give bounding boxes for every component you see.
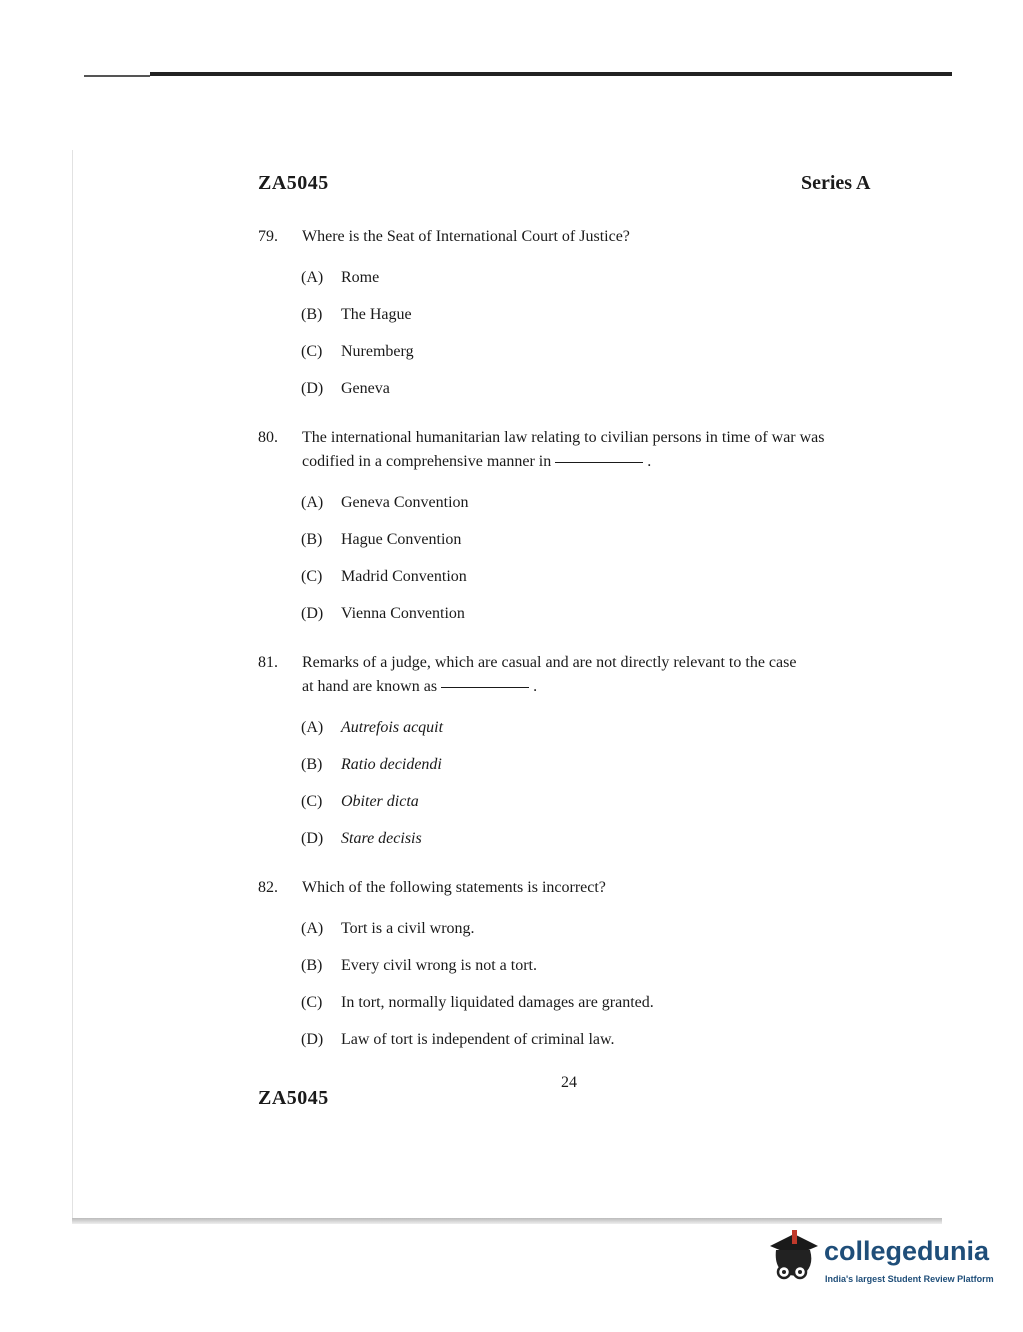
option-a	[301, 719, 443, 737]
option-label: (D)	[301, 605, 324, 622]
question-text-line2	[302, 675, 537, 699]
option-text: Hague Convention	[341, 531, 462, 548]
option-label: (A)	[301, 269, 324, 286]
option-b	[301, 756, 442, 774]
paper-code: ZA5045	[258, 172, 329, 194]
option-label: (B)	[301, 756, 323, 773]
question-text-line2	[302, 450, 651, 474]
series-label: Series A	[801, 172, 871, 194]
answer-blank	[555, 462, 643, 463]
option-c	[301, 343, 414, 361]
page-number: 24	[561, 1074, 577, 1091]
option-label: (B)	[301, 957, 323, 974]
option-a	[301, 920, 475, 938]
option-text: Rome	[341, 269, 380, 286]
question-number: 80.	[258, 429, 278, 446]
option-text: Autrefois acquit	[341, 719, 444, 736]
answer-blank	[441, 687, 529, 688]
option-text: Ratio decidendi	[341, 756, 442, 773]
option-label: (B)	[301, 531, 323, 548]
bottom-rule	[72, 1218, 942, 1224]
option-label: (C)	[301, 793, 323, 810]
option-label: (A)	[301, 494, 324, 511]
option-label: (D)	[301, 1031, 324, 1048]
top-rule	[150, 72, 952, 76]
option-c	[301, 793, 419, 811]
option-label: (B)	[301, 306, 323, 323]
question-number: 81.	[258, 654, 278, 671]
option-d	[301, 830, 422, 848]
option-label: (C)	[301, 994, 323, 1011]
option-text: Madrid Convention	[341, 568, 467, 585]
option-text: The Hague	[341, 306, 412, 323]
option-b	[301, 531, 461, 549]
option-text: Every civil wrong is not a tort.	[341, 957, 537, 974]
option-text: Vienna Convention	[341, 605, 465, 622]
scan-edge	[72, 150, 73, 1220]
question-number: 82.	[258, 879, 278, 896]
question-text-line1: Remarks of a judge, which are casual and are not directly relevant to the case	[302, 654, 797, 671]
question-text: codified in a comprehensive manner in	[302, 453, 552, 470]
option-c	[301, 994, 654, 1012]
option-d	[301, 605, 465, 623]
option-label: (C)	[301, 343, 323, 360]
option-a	[301, 269, 379, 287]
question-text-end: .	[533, 678, 538, 695]
option-text: Geneva	[341, 380, 390, 397]
option-text: Stare decisis	[341, 830, 422, 847]
question-text: Which of the following statements is incorrect?	[302, 879, 606, 896]
option-label: (A)	[301, 920, 324, 937]
question-text-end: .	[647, 453, 652, 470]
question-number: 79.	[258, 228, 278, 245]
option-text: Obiter dicta	[341, 793, 419, 810]
option-b	[301, 957, 537, 975]
brand-tagline: India's largest Student Review Platform	[825, 1274, 994, 1284]
question-text-line1: The international humanitarian law relating to civilian persons in time of war was	[302, 429, 825, 446]
graduate-mascot-icon	[764, 1228, 822, 1286]
option-c	[301, 568, 467, 586]
option-text: In tort, normally liquidated damages are granted.	[341, 994, 654, 1011]
option-text: Geneva Convention	[341, 494, 469, 511]
brand-name: collegedunia	[824, 1236, 990, 1266]
option-text: Nuremberg	[341, 343, 414, 360]
option-b	[301, 306, 412, 324]
option-a	[301, 494, 469, 512]
option-label: (C)	[301, 568, 323, 585]
collegedunia-watermark	[764, 1226, 994, 1296]
option-label: (D)	[301, 380, 324, 397]
option-text: Law of tort is independent of criminal law.	[341, 1031, 615, 1048]
question-text: at hand are known as	[302, 678, 438, 695]
option-text: Tort is a civil wrong.	[341, 920, 475, 937]
option-label: (D)	[301, 830, 324, 847]
footer-paper-code: ZA5045	[258, 1087, 329, 1109]
option-label: (A)	[301, 719, 324, 736]
question-text: Where is the Seat of International Court of Justice?	[302, 228, 630, 245]
option-d	[301, 380, 390, 398]
top-rule-left	[84, 75, 150, 77]
option-d	[301, 1031, 615, 1049]
